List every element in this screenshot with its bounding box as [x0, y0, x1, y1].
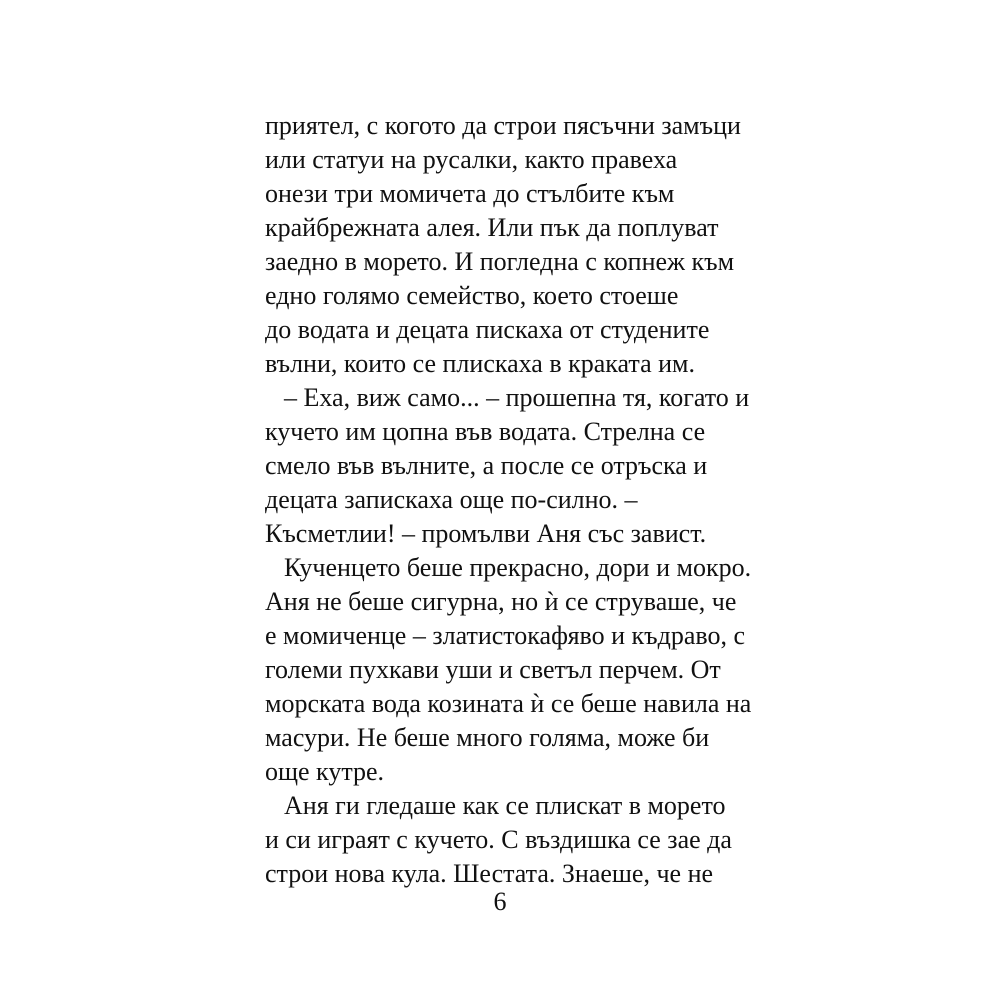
text-line: още кутре.: [265, 757, 385, 786]
text-line: – Еха, виж само... – прошепна тя, когато и: [284, 383, 750, 412]
text-line: е момиченце – златистокафяво и къдраво, с: [265, 621, 746, 650]
text-line: Късметлии! – промълви Аня със завист.: [265, 519, 707, 548]
page-number: 6: [493, 887, 507, 916]
text-line: Кученцето беше прекрасно, дори и мокро.: [284, 553, 752, 582]
text-line: заедно в морето. И погледна с копнеж към: [265, 247, 735, 276]
text-line: масури. Не беше много голяма, може би: [265, 723, 710, 752]
text-line: Аня ги гледаше как се плискат в морето: [284, 791, 726, 820]
text-line: децата запискаха още по-силно. –: [265, 485, 638, 514]
text-line: големи пухкави уши и светъл перчем. От: [265, 655, 721, 684]
text-line: крайбрежната алея. Или пък да поплуват: [265, 213, 719, 242]
text-line: строи нова кула. Шестата. Знаеше, че не: [265, 859, 714, 888]
text-line: онези три момичета до стълбите към: [265, 179, 675, 208]
text-line: Аня не беше сигурна, но ѝ се струваше, че: [265, 587, 737, 616]
text-line: или статуи на русалки, както правеха: [265, 145, 678, 174]
text-line: морската вода козината ѝ се беше навила на: [265, 689, 752, 718]
text-line: приятел, с когото да строи пясъчни замъци: [265, 111, 741, 140]
text-line: до водата и децата пискаха от студените: [265, 315, 710, 344]
text-line: едно голямо семейство, което стоеше: [265, 281, 679, 310]
text-line: вълни, които се плискаха в краката им.: [265, 349, 695, 378]
text-line: смело във вълните, а после се отръска и: [265, 451, 708, 480]
text-line: и си играят с кучето. С въздишка се зае да: [265, 825, 732, 854]
text-line: кучето им цопна във водата. Стрелна се: [265, 417, 706, 446]
